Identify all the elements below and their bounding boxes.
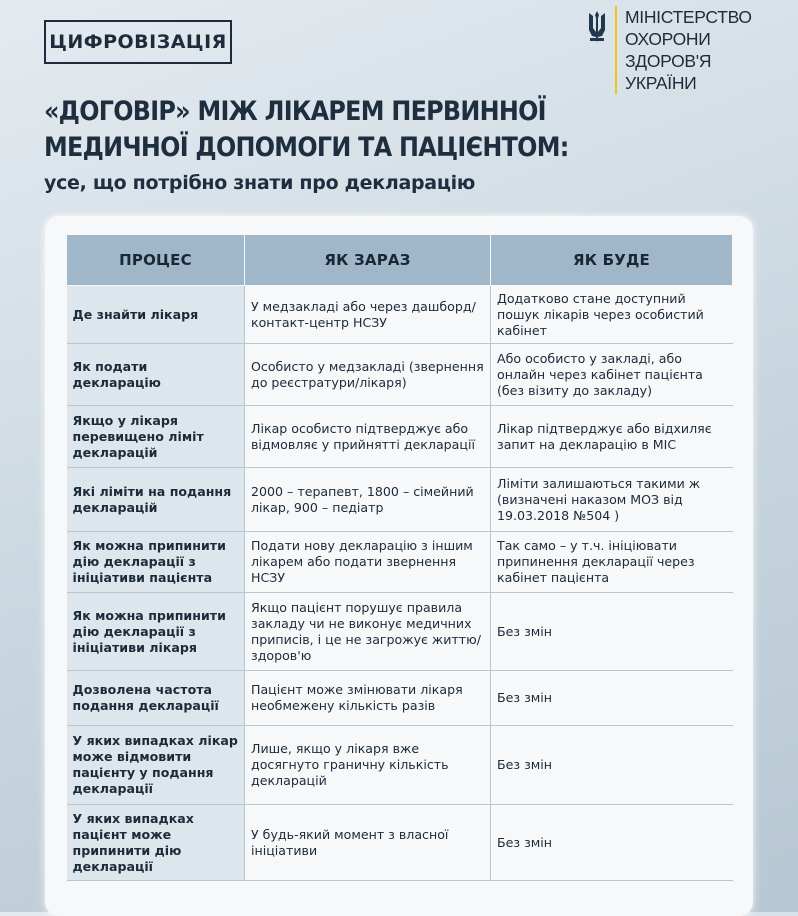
process-cell: Як можна припинити дію декларації з ініціативи лікаря [67,593,245,671]
ministry-line: ЗДОРОВ'Я [625,51,712,71]
comparison-table [66,234,733,881]
now-cell: Подати нову декларацію з іншим лікарем або подати звернення НСЗУ [245,532,491,593]
now-cell: У будь-який момент з власної ініціативи [245,805,491,881]
table-row [67,468,733,532]
process-cell: Які ліміти на подання декларацій [67,468,245,532]
table-row [67,344,733,406]
process-cell: Дозволена частота подання декларації [67,671,245,726]
page-subtitle: усе, що потрібно знати про декларацію [44,172,475,194]
column-header-process: ПРОЦЕС [67,235,245,286]
future-cell: Так само – у т.ч. ініціювати припинення декларації через кабінет пацієнта [491,532,733,593]
table-row [67,286,733,344]
table-row [67,671,733,726]
column-header-future: ЯК БУДЕ [491,235,733,286]
table-row [67,406,733,468]
now-cell: Лише, якщо у лікаря вже досягнуто граничну кількість декларацій [245,726,491,805]
process-cell: Як можна припинити дію декларації з ініціативи пацієнта [67,532,245,593]
future-cell: Без змін [491,671,733,726]
now-cell: Пацієнт може змінювати лікаря необмежену кількість разів [245,671,491,726]
process-cell: Як подати декларацію [67,344,245,406]
title-line-1: «ДОГОВІР» МІЖ ЛІКАРЕМ ПЕРВИННОЇ [44,96,546,127]
future-cell: Без змін [491,726,733,805]
table-row [67,726,733,805]
future-cell: Без змін [491,593,733,671]
table-header-row [67,235,733,286]
now-cell: У медзакладі або через дашборд/ контакт-центр НСЗУ [245,286,491,344]
title-line-2: МЕДИЧНОЇ ДОПОМОГИ ТА ПАЦІЄНТОМ: [44,132,569,163]
process-cell: У яких випадках пацієнт може припинити дію декларації [67,805,245,881]
ministry-logo [586,6,752,96]
table-row [67,593,733,671]
now-cell: Особисто у медзакладі (звернення до реєстратури/лікаря) [245,344,491,406]
ministry-line: ОХОРОНИ [625,29,711,49]
future-cell: Додатково стане доступний пошук лікарів через особистий кабінет [491,286,733,344]
table-row [67,805,733,881]
future-cell: Ліміти залишаються такими ж (визначені наказом МОЗ від 19.03.2018 №504 ) [491,468,733,532]
future-cell: Без змін [491,805,733,881]
future-cell: Або особисто у закладі, або онлайн через кабінет пацієнта (без візиту до закладу) [491,344,733,406]
page-title [44,94,569,166]
ministry-line: УКРАЇНИ [625,73,697,93]
category-tag: ЦИФРОВІЗАЦІЯ [44,20,232,64]
now-cell: 2000 – терапевт, 1800 – сімейний лікар, 900 – педіатр [245,468,491,532]
process-cell: Якщо у лікаря перевищено ліміт декларацій [67,406,245,468]
trident-icon [586,10,608,46]
process-cell: Де знайти лікаря [67,286,245,344]
column-header-now: ЯК ЗАРАЗ [245,235,491,286]
process-cell: У яких випадках лікар може відмовити пацієнту у подання декларації [67,726,245,805]
ministry-line: МІНІСТЕРСТВО [625,7,752,27]
now-cell: Якщо пацієнт порушує правила закладу чи не виконує медичних приписів, і це не загрожує життю/ здоров'ю [245,593,491,671]
table-row [67,532,733,593]
future-cell: Лікар підтверджує або відхиляє запит на декларацію в МІС [491,406,733,468]
logo-divider [615,6,617,94]
now-cell: Лікар особисто підтверджує або відмовляє у прийнятті декларації [245,406,491,468]
